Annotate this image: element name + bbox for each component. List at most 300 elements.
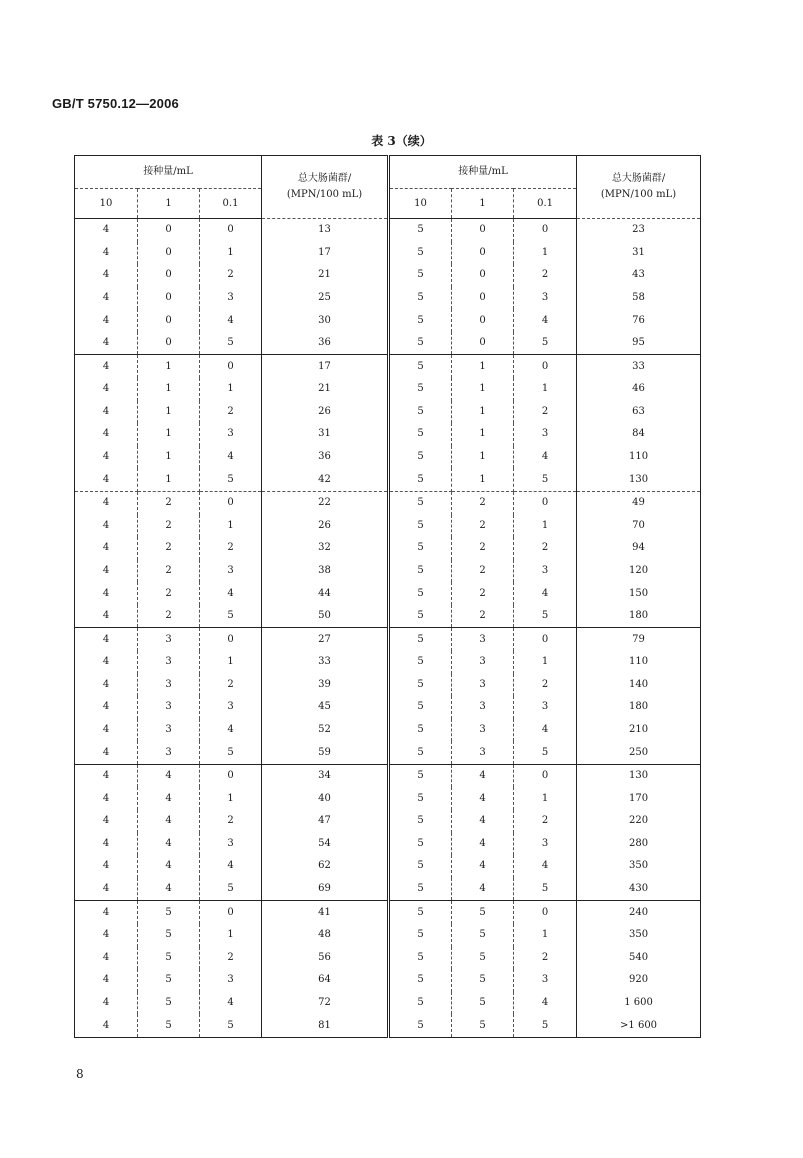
table-cell: 21 bbox=[262, 378, 389, 401]
table-cell: 5 bbox=[389, 560, 452, 583]
coliform-mpn-header-right bbox=[577, 156, 701, 219]
coliform-mpn-header-left bbox=[262, 156, 389, 219]
table-cell: 4 bbox=[75, 468, 138, 491]
table-cell: 5 bbox=[389, 901, 452, 924]
table-cell: 3 bbox=[452, 696, 514, 719]
table-row bbox=[75, 264, 701, 287]
table-cell: 2 bbox=[200, 674, 262, 697]
table-cell: 52 bbox=[262, 719, 389, 742]
table-cell: 4 bbox=[75, 287, 138, 310]
table-cell: 5 bbox=[389, 969, 452, 992]
table-cell: 0 bbox=[138, 242, 200, 265]
table-cell: 350 bbox=[577, 855, 701, 878]
table-cell: 5 bbox=[138, 1014, 200, 1037]
table-row bbox=[75, 947, 701, 970]
table-row bbox=[75, 924, 701, 947]
table-cell: 2 bbox=[452, 515, 514, 538]
table-cell: 5 bbox=[389, 764, 452, 787]
table-cell: 5 bbox=[389, 810, 452, 833]
table-cell: 48 bbox=[262, 924, 389, 947]
table-cell: 1 bbox=[452, 401, 514, 424]
table-cell: 4 bbox=[138, 810, 200, 833]
table-row bbox=[75, 287, 701, 310]
table-cell: 3 bbox=[200, 696, 262, 719]
table-cell: 63 bbox=[577, 401, 701, 424]
table-cell: 1 bbox=[452, 423, 514, 446]
table-cell: 30 bbox=[262, 309, 389, 332]
table-row bbox=[75, 537, 701, 560]
page-number: 8 bbox=[76, 1067, 84, 1081]
table-cell: 5 bbox=[389, 219, 452, 242]
table-cell: 5 bbox=[389, 947, 452, 970]
table-cell: 4 bbox=[75, 878, 138, 901]
table-row bbox=[75, 582, 701, 605]
table-cell: 4 bbox=[452, 878, 514, 901]
table-cell: 280 bbox=[577, 833, 701, 856]
table-cell: 5 bbox=[389, 674, 452, 697]
table-row bbox=[75, 674, 701, 697]
table-cell: 5 bbox=[452, 992, 514, 1015]
table-cell: 2 bbox=[138, 605, 200, 628]
table-cell: 44 bbox=[262, 582, 389, 605]
table-row bbox=[75, 219, 701, 242]
table-cell: 110 bbox=[577, 446, 701, 469]
table-cell: 0 bbox=[452, 332, 514, 355]
table-cell: 3 bbox=[452, 674, 514, 697]
table-cell: 4 bbox=[75, 515, 138, 538]
table-cell: 36 bbox=[262, 332, 389, 355]
table-cell: 4 bbox=[75, 378, 138, 401]
table-cell: 4 bbox=[75, 833, 138, 856]
table-cell: 2 bbox=[200, 537, 262, 560]
table-cell: 2 bbox=[200, 264, 262, 287]
table-cell: 5 bbox=[389, 741, 452, 764]
table-cell: 47 bbox=[262, 810, 389, 833]
table-cell: 4 bbox=[75, 401, 138, 424]
table-row bbox=[75, 628, 701, 651]
table-cell: 38 bbox=[262, 560, 389, 583]
table-cell: 1 bbox=[138, 468, 200, 491]
table-cell: 5 bbox=[389, 378, 452, 401]
table-cell: 210 bbox=[577, 719, 701, 742]
table-cell: 56 bbox=[262, 947, 389, 970]
table-row bbox=[75, 515, 701, 538]
table-cell: 4 bbox=[75, 719, 138, 742]
table-cell: 3 bbox=[200, 287, 262, 310]
table-cell: 0 bbox=[138, 287, 200, 310]
table-cell: 95 bbox=[577, 332, 701, 355]
table-cell: 4 bbox=[75, 423, 138, 446]
table-cell: 5 bbox=[389, 833, 452, 856]
table-cell: 58 bbox=[577, 287, 701, 310]
table-cell: 3 bbox=[138, 651, 200, 674]
table-cell: 5 bbox=[200, 741, 262, 764]
table-cell: 0 bbox=[514, 355, 577, 378]
table-cell: 42 bbox=[262, 468, 389, 491]
table-cell: 2 bbox=[452, 491, 514, 514]
table-cell: 180 bbox=[577, 605, 701, 628]
table-cell: 5 bbox=[514, 1014, 577, 1037]
table-cell: 5 bbox=[389, 651, 452, 674]
table-cell: 27 bbox=[262, 628, 389, 651]
table-cell: 2 bbox=[452, 560, 514, 583]
table-cell: 170 bbox=[577, 787, 701, 810]
table-cell: 25 bbox=[262, 287, 389, 310]
table-cell: 4 bbox=[200, 446, 262, 469]
table-cell: 0 bbox=[514, 628, 577, 651]
table-cell: 1 bbox=[514, 651, 577, 674]
table-cell: 3 bbox=[200, 423, 262, 446]
table-cell: 34 bbox=[262, 764, 389, 787]
table-cell: 21 bbox=[262, 264, 389, 287]
table-row bbox=[75, 309, 701, 332]
table-row bbox=[75, 332, 701, 355]
table-cell: 5 bbox=[389, 605, 452, 628]
table-cell: 0 bbox=[200, 628, 262, 651]
table-cell: 1 bbox=[138, 446, 200, 469]
table-cell: 1 bbox=[452, 468, 514, 491]
table-cell: 4 bbox=[138, 764, 200, 787]
table-cell: 4 bbox=[75, 924, 138, 947]
table-cell: 26 bbox=[262, 401, 389, 424]
table-cell: >1 600 bbox=[577, 1014, 701, 1037]
table-cell: 0 bbox=[200, 219, 262, 242]
table-row bbox=[75, 969, 701, 992]
table-row bbox=[75, 787, 701, 810]
col-0-1ml-left: 0.1 bbox=[200, 189, 262, 219]
table-cell: 2 bbox=[514, 264, 577, 287]
table-cell: 5 bbox=[389, 468, 452, 491]
mpn-table bbox=[74, 155, 701, 1038]
table-cell: 5 bbox=[389, 628, 452, 651]
table-cell: 5 bbox=[514, 605, 577, 628]
table-cell: 50 bbox=[262, 605, 389, 628]
table-cell: 2 bbox=[452, 582, 514, 605]
table-cell: 4 bbox=[75, 741, 138, 764]
table-cell: 0 bbox=[452, 264, 514, 287]
table-row bbox=[75, 833, 701, 856]
table-cell: 250 bbox=[577, 741, 701, 764]
table-cell: 3 bbox=[138, 696, 200, 719]
col-10ml-left: 10 bbox=[75, 189, 138, 219]
table-cell: 79 bbox=[577, 628, 701, 651]
table-cell: 4 bbox=[200, 309, 262, 332]
table-cell: 3 bbox=[514, 287, 577, 310]
col-10ml-right: 10 bbox=[389, 189, 452, 219]
table-cell: 5 bbox=[138, 901, 200, 924]
table-cell: 3 bbox=[514, 833, 577, 856]
table-row bbox=[75, 741, 701, 764]
table-cell: 5 bbox=[389, 582, 452, 605]
table-cell: 5 bbox=[389, 1014, 452, 1037]
table-cell: 4 bbox=[514, 309, 577, 332]
table-cell: 26 bbox=[262, 515, 389, 538]
table-cell: 1 bbox=[452, 378, 514, 401]
table-cell: 31 bbox=[262, 423, 389, 446]
table-cell: 1 bbox=[138, 355, 200, 378]
table-cell: 4 bbox=[138, 855, 200, 878]
table-cell: 2 bbox=[514, 674, 577, 697]
table-cell: 2 bbox=[514, 401, 577, 424]
table-cell: 3 bbox=[514, 423, 577, 446]
table-cell: 2 bbox=[514, 810, 577, 833]
coliform-header-left-line1: 总大肠菌群/ bbox=[297, 173, 352, 184]
table-cell: 5 bbox=[389, 515, 452, 538]
table-cell: 2 bbox=[452, 537, 514, 560]
table-cell: 2 bbox=[514, 537, 577, 560]
table-cell: 0 bbox=[138, 332, 200, 355]
table-cell: 5 bbox=[389, 264, 452, 287]
table-cell: 23 bbox=[577, 219, 701, 242]
table-cell: 5 bbox=[514, 878, 577, 901]
table-cell: 5 bbox=[138, 947, 200, 970]
table-cell: 150 bbox=[577, 582, 701, 605]
table-cell: 2 bbox=[138, 491, 200, 514]
table-cell: 0 bbox=[452, 287, 514, 310]
table-cell: 4 bbox=[75, 855, 138, 878]
table-cell: 4 bbox=[75, 605, 138, 628]
table-cell: 4 bbox=[75, 537, 138, 560]
table-cell: 22 bbox=[262, 491, 389, 514]
table-cell: 4 bbox=[452, 787, 514, 810]
table-cell: 1 bbox=[200, 924, 262, 947]
table-cell: 4 bbox=[75, 491, 138, 514]
table-cell: 0 bbox=[200, 491, 262, 514]
table-cell: 33 bbox=[262, 651, 389, 674]
table-cell: 5 bbox=[514, 332, 577, 355]
table-cell: 43 bbox=[577, 264, 701, 287]
table-caption: 表 3（续） bbox=[371, 134, 432, 148]
table-cell: 59 bbox=[262, 741, 389, 764]
col-1ml-left: 1 bbox=[138, 189, 200, 219]
table-cell: 5 bbox=[389, 355, 452, 378]
inoculum-volume-header-left: 接种量/mL bbox=[75, 156, 262, 189]
table-cell: 5 bbox=[452, 1014, 514, 1037]
table-cell: 69 bbox=[262, 878, 389, 901]
table-cell: 2 bbox=[138, 560, 200, 583]
table-cell: 5 bbox=[138, 992, 200, 1015]
table-cell: 4 bbox=[75, 309, 138, 332]
table-cell: 81 bbox=[262, 1014, 389, 1037]
table-cell: 1 bbox=[452, 446, 514, 469]
table-cell: 430 bbox=[577, 878, 701, 901]
table-row bbox=[75, 401, 701, 424]
table-cell: 3 bbox=[138, 628, 200, 651]
table-cell: 0 bbox=[138, 219, 200, 242]
table-cell: 4 bbox=[75, 992, 138, 1015]
table-cell: 3 bbox=[452, 741, 514, 764]
table-cell: 4 bbox=[75, 651, 138, 674]
table-cell: 76 bbox=[577, 309, 701, 332]
table-cell: 4 bbox=[514, 719, 577, 742]
table-cell: 5 bbox=[452, 969, 514, 992]
table-cell: 31 bbox=[577, 242, 701, 265]
table-cell: 0 bbox=[514, 219, 577, 242]
table-cell: 4 bbox=[200, 992, 262, 1015]
table-cell: 2 bbox=[514, 947, 577, 970]
table-cell: 3 bbox=[138, 674, 200, 697]
standard-code: GB/T 5750.12—2006 bbox=[52, 96, 179, 111]
table-cell: 4 bbox=[200, 582, 262, 605]
table-cell: 4 bbox=[75, 582, 138, 605]
table-cell: 0 bbox=[514, 764, 577, 787]
coliform-header-left-line2: (MPN/100 mL) bbox=[286, 189, 363, 200]
table-cell: 2 bbox=[200, 947, 262, 970]
table-cell: 1 bbox=[200, 651, 262, 674]
table-cell: 5 bbox=[389, 924, 452, 947]
table-cell: 2 bbox=[138, 582, 200, 605]
table-cell: 4 bbox=[75, 969, 138, 992]
table-cell: 17 bbox=[262, 355, 389, 378]
table-cell: 130 bbox=[577, 468, 701, 491]
table-cell: 4 bbox=[75, 242, 138, 265]
table-cell: 2 bbox=[138, 537, 200, 560]
table-cell: 120 bbox=[577, 560, 701, 583]
table-cell: 4 bbox=[200, 719, 262, 742]
table-cell: 5 bbox=[200, 605, 262, 628]
table-cell: 1 bbox=[514, 378, 577, 401]
table-cell: 1 bbox=[200, 378, 262, 401]
table-row bbox=[75, 810, 701, 833]
table-cell: 5 bbox=[452, 947, 514, 970]
table-row bbox=[75, 242, 701, 265]
table-cell: 3 bbox=[514, 696, 577, 719]
table-cell: 4 bbox=[138, 787, 200, 810]
table-cell: 240 bbox=[577, 901, 701, 924]
table-cell: 1 bbox=[452, 355, 514, 378]
table-cell: 94 bbox=[577, 537, 701, 560]
table-cell: 4 bbox=[75, 810, 138, 833]
table-cell: 5 bbox=[389, 537, 452, 560]
table-cell: 4 bbox=[75, 787, 138, 810]
table-cell: 5 bbox=[389, 287, 452, 310]
table-cell: 41 bbox=[262, 901, 389, 924]
table-row bbox=[75, 491, 701, 514]
table-cell: 4 bbox=[75, 947, 138, 970]
table-cell: 2 bbox=[200, 810, 262, 833]
table-cell: 40 bbox=[262, 787, 389, 810]
col-1ml-right: 1 bbox=[452, 189, 514, 219]
table-cell: 4 bbox=[75, 446, 138, 469]
table-row bbox=[75, 992, 701, 1015]
table-cell: 5 bbox=[514, 468, 577, 491]
table-cell: 4 bbox=[514, 582, 577, 605]
table-cell: 5 bbox=[200, 332, 262, 355]
table-cell: 13 bbox=[262, 219, 389, 242]
table-cell: 1 600 bbox=[577, 992, 701, 1015]
table-cell: 3 bbox=[138, 719, 200, 742]
table-cell: 4 bbox=[138, 878, 200, 901]
table-row bbox=[75, 651, 701, 674]
table-cell: 4 bbox=[75, 628, 138, 651]
table-cell: 3 bbox=[452, 651, 514, 674]
table-cell: 5 bbox=[389, 309, 452, 332]
table-cell: 920 bbox=[577, 969, 701, 992]
table-cell: 4 bbox=[75, 674, 138, 697]
table-cell: 33 bbox=[577, 355, 701, 378]
table-cell: 1 bbox=[200, 515, 262, 538]
table-cell: 4 bbox=[75, 332, 138, 355]
table-cell: 4 bbox=[75, 696, 138, 719]
table-cell: 2 bbox=[452, 605, 514, 628]
table-cell: 220 bbox=[577, 810, 701, 833]
table-cell: 5 bbox=[452, 924, 514, 947]
table-cell: 540 bbox=[577, 947, 701, 970]
table-cell: 39 bbox=[262, 674, 389, 697]
table-cell: 4 bbox=[75, 355, 138, 378]
table-cell: 4 bbox=[514, 446, 577, 469]
table-cell: 62 bbox=[262, 855, 389, 878]
table-cell: 130 bbox=[577, 764, 701, 787]
table-cell: 1 bbox=[138, 423, 200, 446]
table-cell: 32 bbox=[262, 537, 389, 560]
table-cell: 0 bbox=[138, 309, 200, 332]
table-cell: 5 bbox=[200, 468, 262, 491]
table-cell: 3 bbox=[514, 969, 577, 992]
table-cell: 5 bbox=[138, 969, 200, 992]
table-row bbox=[75, 719, 701, 742]
table-cell: 0 bbox=[138, 264, 200, 287]
table-cell: 4 bbox=[452, 833, 514, 856]
table-cell: 1 bbox=[514, 924, 577, 947]
table-cell: 4 bbox=[452, 810, 514, 833]
table-cell: 3 bbox=[452, 628, 514, 651]
table-cell: 140 bbox=[577, 674, 701, 697]
table-cell: 17 bbox=[262, 242, 389, 265]
table-cell: 84 bbox=[577, 423, 701, 446]
table-cell: 4 bbox=[514, 855, 577, 878]
table-cell: 5 bbox=[200, 1014, 262, 1037]
table-cell: 4 bbox=[75, 219, 138, 242]
table-cell: 0 bbox=[452, 242, 514, 265]
table-cell: 3 bbox=[200, 560, 262, 583]
table-cell: 1 bbox=[514, 787, 577, 810]
table-cell: 1 bbox=[200, 787, 262, 810]
table-cell: 4 bbox=[514, 992, 577, 1015]
table-cell: 5 bbox=[389, 855, 452, 878]
table-row bbox=[75, 560, 701, 583]
inoculum-volume-header-right: 接种量/mL bbox=[389, 156, 577, 189]
table-row bbox=[75, 878, 701, 901]
table-row bbox=[75, 355, 701, 378]
table-cell: 4 bbox=[75, 560, 138, 583]
table-cell: 4 bbox=[75, 1014, 138, 1037]
table-cell: 3 bbox=[514, 560, 577, 583]
table-cell: 49 bbox=[577, 491, 701, 514]
table-cell: 0 bbox=[200, 901, 262, 924]
table-cell: 0 bbox=[514, 901, 577, 924]
coliform-header-right-line2: (MPN/100 mL) bbox=[600, 189, 677, 200]
table-cell: 0 bbox=[200, 355, 262, 378]
table-cell: 5 bbox=[389, 787, 452, 810]
table-cell: 2 bbox=[200, 401, 262, 424]
table-cell: 5 bbox=[389, 696, 452, 719]
table-cell: 180 bbox=[577, 696, 701, 719]
table-cell: 5 bbox=[389, 446, 452, 469]
table-row bbox=[75, 378, 701, 401]
table-cell: 64 bbox=[262, 969, 389, 992]
table-cell: 4 bbox=[75, 264, 138, 287]
table-cell: 5 bbox=[389, 992, 452, 1015]
table-cell: 2 bbox=[138, 515, 200, 538]
table-row bbox=[75, 468, 701, 491]
table-cell: 1 bbox=[200, 242, 262, 265]
coliform-header-right-line1: 总大肠菌群/ bbox=[611, 173, 666, 184]
table-cell: 0 bbox=[514, 491, 577, 514]
table-cell: 45 bbox=[262, 696, 389, 719]
table-cell: 54 bbox=[262, 833, 389, 856]
table-cell: 1 bbox=[138, 401, 200, 424]
